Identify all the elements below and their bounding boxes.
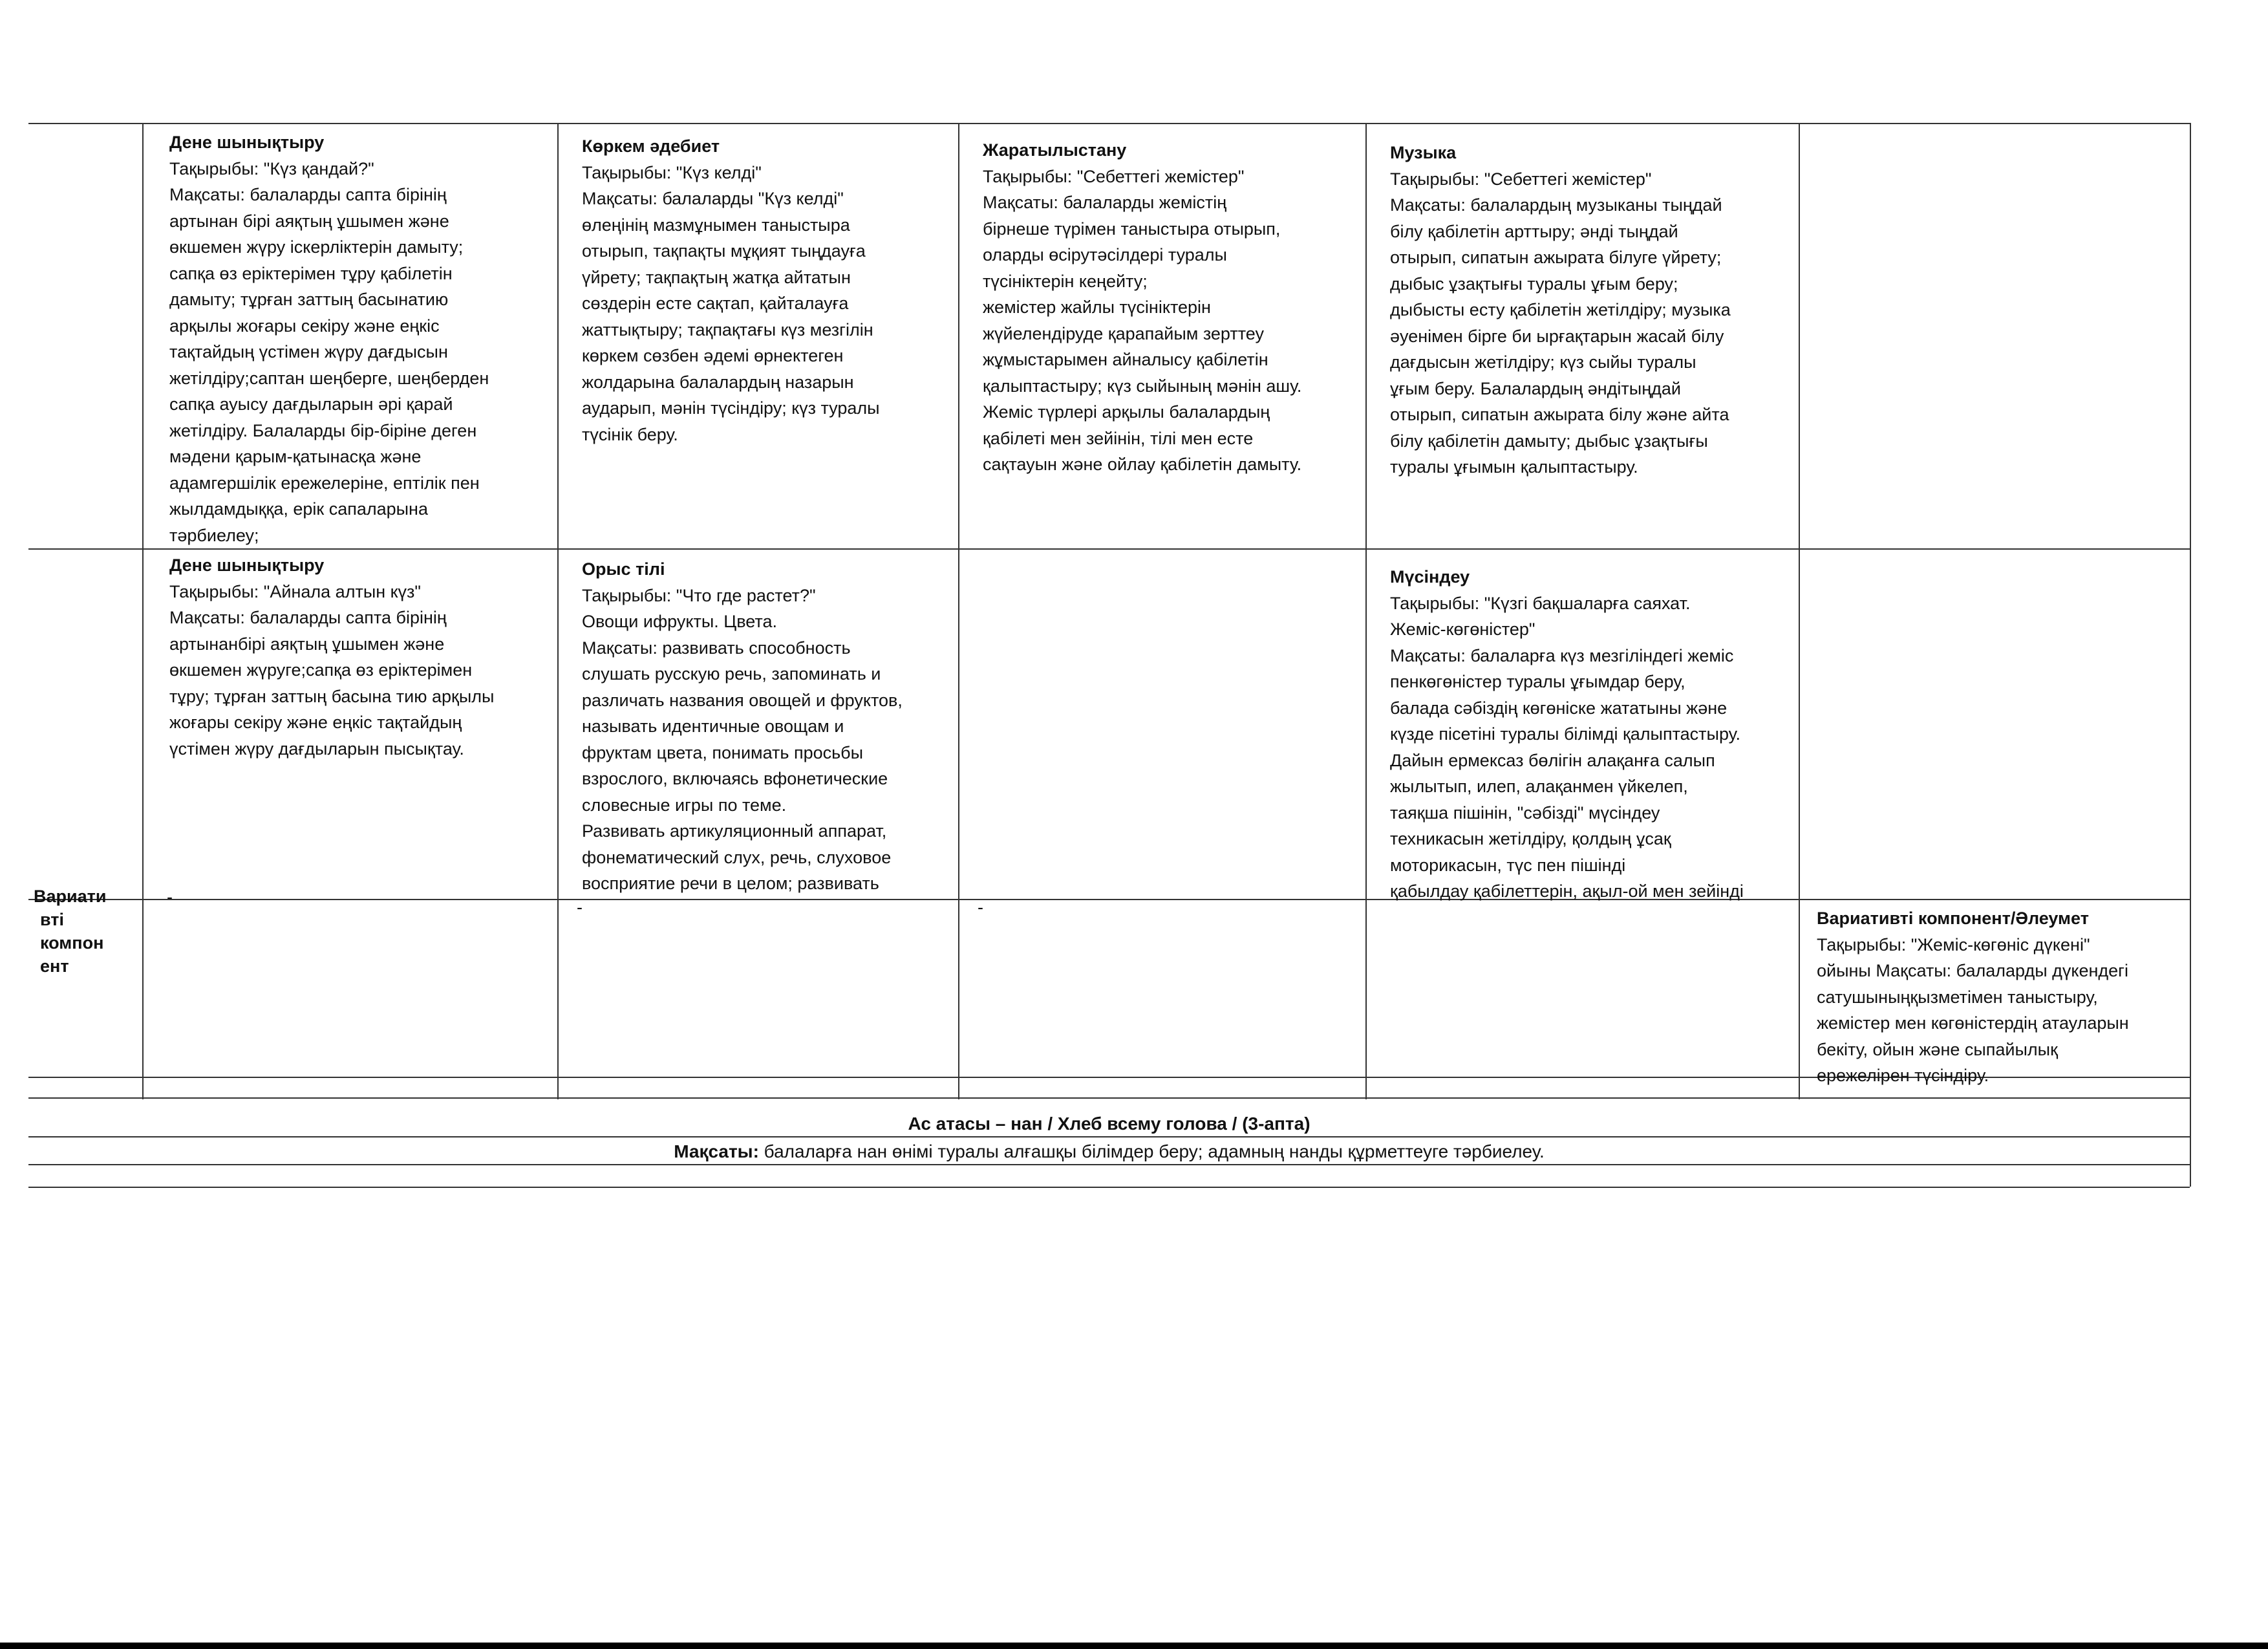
text-line: артынанбірі аяқтың ұшымен және <box>169 634 445 654</box>
text-line: әуенімен бірге би ырғақтарын жасай білу <box>1390 326 1724 346</box>
text-line: жүйелендіруде қарапайым зерттеу <box>983 323 1264 343</box>
subject-title: Дене шынықтыру <box>169 555 325 575</box>
text-line: сөздерін есте сақтап, қайталауға <box>582 294 849 313</box>
text-line: Тақырыбы: "Себеттегі жемістер" <box>1390 169 1652 189</box>
text-line: отырып, сипатын ажырата білуге үйрету; <box>1390 248 1722 267</box>
table-bottom-border <box>28 1187 2190 1188</box>
col-divider-3 <box>1365 123 1367 1099</box>
text-line: туралы ұғымын қалыптастыру. <box>1390 457 1638 477</box>
text-line: Тақырыбы: "Айнала алтын күз" <box>169 581 421 601</box>
table-right-border <box>2190 123 2191 1187</box>
text-line: күзде пісетіні туралы білімді қалыптастыру. <box>1390 724 1740 744</box>
text-line: Тақырыбы: "Жеміс-көгөніс дүкені" <box>1817 934 2090 954</box>
cell-row1-col4 <box>1390 140 1794 547</box>
variative-row-label <box>34 885 131 978</box>
week-top-border <box>28 1097 2190 1099</box>
cell-row2-col4 <box>1390 564 1797 901</box>
text-line: жұмыстарымен айналысу қабілетін <box>983 350 1268 369</box>
subject-title: Музыка <box>1390 143 1457 162</box>
text-line: тәрбиелеу; <box>169 525 259 545</box>
text-line: жемістер жайлы түсініктерін <box>983 297 1211 317</box>
text-line: артынан бірі аяқтың ұшымен және <box>169 211 449 231</box>
label-line: вті <box>40 910 64 929</box>
text-line: отырып, сипатын ажырата білу және айта <box>1390 405 1729 424</box>
text-line: жоғары секіру және еңкіс тақтайдың <box>169 713 462 732</box>
text-line: Мақсаты: балаларға күз мезгіліндегі жеміс <box>1390 645 1734 665</box>
text-line: жылытып, илеп, алақанмен үйкелеп, <box>1390 777 1688 796</box>
text-line: жолдарына балалардың назарын <box>582 372 854 392</box>
text-line: пенкөгөністер туралы ұғымдар беру, <box>1390 672 1685 691</box>
text-line: Мақсаты: балаларды сапта бірінің <box>169 608 447 627</box>
text-line: жемістер мен көгөністердің атауларын <box>1817 1013 2129 1033</box>
text-line: тақтайдың үстімен жүру дағдысын <box>169 342 448 361</box>
text-line: жылдамдыққа, ерік сапаларына <box>169 499 428 519</box>
text-line: называть идентичные овощам и <box>582 717 844 736</box>
text-line: словесные игры по теме. <box>582 795 787 815</box>
label-line: компон <box>40 933 104 953</box>
text-line: тұру; тұрған заттың басына тию арқылы <box>169 686 495 706</box>
label-line: ент <box>40 956 69 976</box>
text-line: сақтауын және ойлау қабілетін дамыту. <box>983 455 1302 474</box>
text-line: Тақырыбы: "Что где растет?" <box>582 585 816 605</box>
text-line: сапқа өз еріктерімен тұру қабілетін <box>169 263 453 283</box>
text-line: фруктам цвета, понимать просьбы <box>582 742 864 762</box>
text-line: Жеміс түрлері арқылы балалардың <box>983 402 1270 422</box>
text-line: Жеміс-көгөністер" <box>1390 620 1535 639</box>
cell-row2-col2 <box>582 556 952 893</box>
subject-title: Дене шынықтыру <box>169 133 325 152</box>
cell-row1-col3 <box>983 137 1361 547</box>
text-line: Мақсаты: балаларды жемістің <box>983 193 1227 212</box>
text-line: дыбыс ұзақтығы туралы ұғым беру; <box>1390 274 1678 294</box>
week-title: Ас атасы – нан / Хлеб всему голова / (3-апта) <box>908 1114 1311 1134</box>
text-line: қалыптастыру; күз сыйының мәнін ашу. <box>983 376 1302 396</box>
text-line: отырып, тақпақты мұқият тыңдауға <box>582 241 866 261</box>
text-line: түсініктерін кеңейту; <box>983 271 1148 291</box>
text-line: білу қабілетін арттыру; әнді тыңдай <box>1390 221 1678 241</box>
text-line: дағдысын жетілдіру; күз сыйы туралы <box>1390 352 1696 372</box>
col-divider-4 <box>1799 123 1800 1099</box>
text-line: бірнеше түрімен таныстыра отырып, <box>983 219 1281 239</box>
scan-bottom-edge <box>0 1643 2268 1649</box>
week-title-bottom-border <box>28 1136 2190 1137</box>
text-line: білу қабілетін дамыту; дыбыс ұзақтығы <box>1390 431 1708 451</box>
text-line: арқылы жоғары секіру және еңкіс <box>169 316 440 336</box>
text-line: ережелірен түсіндіру. <box>1817 1066 1989 1085</box>
text-line: дамыту; тұрған заттың басынатию <box>169 290 449 309</box>
text-line: Овощи ифрукты. Цвета. <box>582 612 777 631</box>
text-line: қабілеті мен зейінін, тілі мен есте <box>983 428 1254 448</box>
text-line: техникасын жетілдіру, қолдың ұсақ <box>1390 829 1671 848</box>
text-line: моторикасын, түс пен пішінді <box>1390 855 1626 875</box>
text-line: өкшемен жүру іскерліктерін дамыту; <box>169 237 464 257</box>
empty-dash: - <box>978 898 983 917</box>
text-line: дыбысты есту қабілетін жетілдіру; музыка <box>1390 300 1731 319</box>
cell-row1-col1 <box>169 129 551 547</box>
cell-variative-col5 <box>1817 905 2185 1085</box>
subject-title: Орыс тілі <box>582 559 665 579</box>
text-line: адамгершілік ережелеріне, ептілік пен <box>169 473 480 493</box>
cell-row1-col2 <box>582 133 950 547</box>
text-line: үстімен жүру дағдыларын пысықтау. <box>169 738 464 759</box>
text-line: үйрету; тақпақтың жатқа айтатын <box>582 267 851 287</box>
col-divider-1 <box>557 123 559 1099</box>
text-line: мәдени қарым-қатынасқа және <box>169 447 422 466</box>
col-divider-0 <box>142 123 144 1099</box>
text-line: түсінік беру. <box>582 424 678 444</box>
row1-bottom-border <box>28 548 2190 550</box>
subject-title: Мүсіндеу <box>1390 567 1470 587</box>
text-line: сатушыныңқызметімен таныстыру, <box>1817 987 2098 1007</box>
text-line: Тақырыбы: "Күз келді" <box>582 162 762 182</box>
text-line: восприятие речи в целом; развивать <box>582 874 879 893</box>
text-line: Тақырыбы: "Күзгі бақшаларға саяхат. <box>1390 593 1691 613</box>
text-line: жаттықтыру; тақпақтағы күз мезгілін <box>582 319 873 339</box>
goal-label: Мақсаты: <box>674 1141 759 1161</box>
empty-dash: - <box>167 887 173 907</box>
goal-text: балаларға нан өнімі туралы алғашқы білімдер беру; адамның нанды құрметтеуге тәрбиелеу. <box>758 1141 1545 1161</box>
row2-bottom-border <box>28 899 2190 900</box>
text-line: фонематический слух, речь, слуховое <box>582 847 892 867</box>
text-line: сапқа ауысу дағдыларын әрі қарай <box>169 394 453 414</box>
text-line: жетілдіру. Балаларды бір-біріне деген <box>169 420 477 440</box>
text-line: Мақсаты: балаларды сапта бірінің <box>169 185 447 204</box>
text-line: қабылдау қабілеттерін, ақыл-ой мен зейінді <box>1390 881 1744 901</box>
table-top-border <box>28 123 2190 124</box>
text-line: различать названия овощей и фруктов, <box>582 690 903 710</box>
text-line: бекіту, ойын және сыпайылық <box>1817 1039 2058 1059</box>
text-line: Тақырыбы: "Күз қандай?" <box>169 158 374 178</box>
goal-bottom-border <box>28 1164 2190 1165</box>
text-line: ұғым беру. Балалардың әндітыңдай <box>1390 378 1681 398</box>
text-line: Мақсаты: балалардың музыканы тыңдай <box>1390 195 1722 215</box>
subject-title: Көркем әдебиет <box>582 136 720 156</box>
text-line: балада сәбіздің көгөніске жататыны және <box>1390 698 1728 718</box>
text-line: көркем сөзбен әдемі өрнектеген <box>582 346 844 365</box>
subject-title: Жаратылыстану <box>983 140 1127 160</box>
text-line: өкшемен жүруге;сапқа өз еріктерімен <box>169 660 473 680</box>
text-line: Развивать артикуляционный аппарат, <box>582 821 887 841</box>
text-line: Мақсаты: развивать способность <box>582 638 851 658</box>
col-divider-2 <box>958 123 959 1099</box>
empty-dash: - <box>577 898 583 917</box>
text-line: жетілдіру;саптан шеңберге, шеңберден <box>169 368 489 388</box>
subject-title: Вариативті компонент/Әлеумет <box>1817 909 2089 928</box>
week-goal <box>28 1141 2190 1162</box>
text-line: таяқша пішінін, "сәбізді" мүсіндеу <box>1390 803 1660 823</box>
label-line: Вариати <box>34 887 107 906</box>
text-line: Дайын ермексаз бөлігін алақанға салып <box>1390 750 1715 770</box>
text-line: взрослого, включаясь вфонетические <box>582 769 888 788</box>
text-line: өлеңінің мазмұнымен таныстыра <box>582 215 850 235</box>
text-line: слушать русскую речь, запоминать и <box>582 664 881 684</box>
text-line: Мақсаты: балаларды "Күз келді" <box>582 189 844 208</box>
text-line: Тақырыбы: "Себеттегі жемістер" <box>983 166 1245 186</box>
text-line: оларды өсірутәсілдері туралы <box>983 245 1227 264</box>
text-line: аударып, мәнін түсіндіру; күз туралы <box>582 398 880 418</box>
text-line: ойыны Мақсаты: балаларды дүкендегі <box>1817 961 2129 980</box>
cell-row2-col1 <box>169 552 551 863</box>
